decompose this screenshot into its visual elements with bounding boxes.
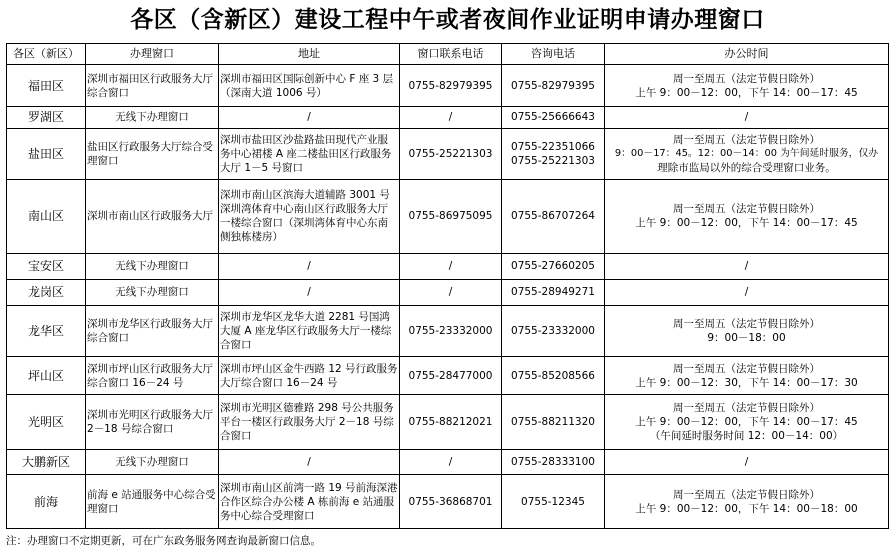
consult-phone-cell: 0755-12345 xyxy=(502,475,605,529)
consult-phone-cell: 0755-85208566 xyxy=(502,357,605,394)
hours-cell xyxy=(605,179,889,253)
window-cell: 盐田区行政服务大厅综合受理窗口 xyxy=(86,128,219,179)
hours-cell: / xyxy=(605,253,889,279)
window-cell: 深圳市福田区行政服务大厅综合窗口 xyxy=(86,65,219,107)
hours-cell: / xyxy=(605,450,889,475)
district-cell: 龙岗区 xyxy=(7,279,86,305)
window-cell: 无线下办理窗口 xyxy=(86,450,219,475)
consult-phone-line: 0755-22351066 xyxy=(511,140,595,153)
hours-line: 9：00－17：45。12：00－14：00 为午间延时服务，仅办 xyxy=(614,147,879,159)
address-cell: 深圳市龙华区龙华大道 2281 号国鸿大厦 A 座龙华区行政服务大厅一楼综合窗口 xyxy=(219,306,400,357)
window-cell: 深圳市龙华区行政服务大厅综合窗口 xyxy=(86,306,219,357)
window-phone-cell: 0755-23332000 xyxy=(400,306,502,357)
table-header-row xyxy=(7,44,889,65)
header-window: 办理窗口 xyxy=(86,44,219,65)
hours-line: 周一至周五（法定节假日除外） xyxy=(673,488,820,501)
office-table xyxy=(6,43,889,529)
hours-cell xyxy=(605,394,889,449)
page-title: 各区（含新区）建设工程中午或者夜间作业证明申请办理窗口 xyxy=(130,6,765,33)
table-row xyxy=(7,253,889,279)
table-row xyxy=(7,357,889,394)
header-district: 各区（新区） xyxy=(7,44,86,65)
hours-line: 周一至周五（法定节假日除外） xyxy=(673,318,820,331)
table-row xyxy=(7,306,889,357)
hours-cell xyxy=(605,65,889,107)
window-phone-cell: 0755-36868701 xyxy=(400,475,502,529)
consult-phone-line: 0755-25221303 xyxy=(511,154,595,167)
address-cell: / xyxy=(219,450,400,475)
window-cell: 无线下办理窗口 xyxy=(86,107,219,128)
hours-line: 上午 9：00－12：30，下午 14：00－17：30 xyxy=(635,376,858,389)
window-phone-cell: / xyxy=(400,107,502,128)
consult-phone-cell: 0755-27660205 xyxy=(502,253,605,279)
window-phone-cell: / xyxy=(400,450,502,475)
table-row xyxy=(7,65,889,107)
hours-cell xyxy=(605,128,889,179)
window-cell: 深圳市光明区行政服务大厅 2－18 号综合窗口 xyxy=(86,394,219,449)
consult-phone-cell: 0755-82979395 xyxy=(502,65,605,107)
district-cell: 福田区 xyxy=(7,65,86,107)
window-cell: 无线下办理窗口 xyxy=(86,253,219,279)
table-row xyxy=(7,475,889,529)
hours-cell xyxy=(605,306,889,357)
hours-line: 理除市监局以外的综合受理窗口业务。 xyxy=(657,161,836,174)
header-hours: 办公时间 xyxy=(605,44,889,65)
address-cell: / xyxy=(219,253,400,279)
table-row xyxy=(7,450,889,475)
window-phone-cell: / xyxy=(400,279,502,305)
address-cell: 深圳市福田区国际创新中心 F 座 3 层（深南大道 1006 号） xyxy=(219,65,400,107)
consult-phone-cell: 0755-23332000 xyxy=(502,306,605,357)
hours-line: 周一至周五（法定节假日除外） xyxy=(673,203,820,216)
window-phone-cell: 0755-88212021 xyxy=(400,394,502,449)
window-phone-cell: 0755-82979395 xyxy=(400,65,502,107)
district-cell: 宝安区 xyxy=(7,253,86,279)
hours-cell xyxy=(605,357,889,394)
district-cell: 盐田区 xyxy=(7,128,86,179)
consult-phone-cell: 0755-86707264 xyxy=(502,179,605,253)
address-cell: 深圳市坪山区金牛西路 12 号行政服务大厅综合窗口 16－24 号 xyxy=(219,357,400,394)
address-cell: 深圳市盐田区沙盐路盐田现代产业服务中心裙楼 A 座二楼盐田区行政服务大厅 1－5 号窗口 xyxy=(219,128,400,179)
hours-line: 周一至周五（法定节假日除外） xyxy=(673,402,820,415)
window-cell: 深圳市坪山区行政服务大厅综合窗口 16－24 号 xyxy=(86,357,219,394)
hours-cell: / xyxy=(605,279,889,305)
table-row xyxy=(7,179,889,253)
hours-line: 周一至周五（法定节假日除外） xyxy=(673,72,820,85)
table-row xyxy=(7,128,889,179)
hours-line: 上午 9：00－12：00，下午 14：00－17：45 xyxy=(635,416,858,429)
consult-phone-cell: 0755-28949271 xyxy=(502,279,605,305)
hours-line: 上午 9：00－12：00，下午 14：00－18：00 xyxy=(635,502,858,515)
district-cell: 光明区 xyxy=(7,394,86,449)
district-cell: 龙华区 xyxy=(7,306,86,357)
address-cell: 深圳市南山区滨海大道辅路 3001 号深圳湾体育中心南山区行政服务大厅一楼综合窗口（深圳湾体育中心东南侧独栋楼房） xyxy=(219,179,400,253)
hours-line: 9：00－18：00 xyxy=(707,332,786,345)
table-row xyxy=(7,394,889,449)
address-cell: 深圳市光明区德雅路 298 号公共服务平台一楼区行政服务大厅 2－18 号综合窗口 xyxy=(219,394,400,449)
window-cell: 无线下办理窗口 xyxy=(86,279,219,305)
hours-cell xyxy=(605,475,889,529)
address-cell: 深圳市南山区前湾一路 19 号前海深港合作区综合办公楼 A 栋前海 e 站通服务中心综合受理窗口 xyxy=(219,475,400,529)
header-consult-phone: 咨询电话 xyxy=(502,44,605,65)
window-phone-cell: 0755-28477000 xyxy=(400,357,502,394)
consult-phone-cell: 0755-88211320 xyxy=(502,394,605,449)
consult-phone-cell: 0755-25666643 xyxy=(502,107,605,128)
address-cell: / xyxy=(219,107,400,128)
window-cell: 深圳市南山区行政服务大厅 xyxy=(86,179,219,253)
table-row xyxy=(7,279,889,305)
consult-phone-cell: 0755-28333100 xyxy=(502,450,605,475)
window-phone-cell: / xyxy=(400,253,502,279)
district-cell: 坪山区 xyxy=(7,357,86,394)
hours-line: 周一至周五（法定节假日除外） xyxy=(673,133,820,146)
window-phone-cell: 0755-86975095 xyxy=(400,179,502,253)
window-phone-cell: 0755-25221303 xyxy=(400,128,502,179)
district-cell: 南山区 xyxy=(7,179,86,253)
footnote: 注：办理窗口不定期更新，可在广东政务服务网查询最新窗口信息。 xyxy=(6,535,321,547)
table-row xyxy=(7,107,889,128)
window-cell: 前海 e 站通服务中心综合受理窗口 xyxy=(86,475,219,529)
hours-line: 上午 9：00－12：00，下午 14：00－17：45 xyxy=(635,217,858,230)
district-cell: 前海 xyxy=(7,475,86,529)
header-window-phone: 窗口联系电话 xyxy=(400,44,502,65)
hours-cell: / xyxy=(605,107,889,128)
address-cell: / xyxy=(219,279,400,305)
district-cell: 罗湖区 xyxy=(7,107,86,128)
consult-phone-cell xyxy=(502,128,605,179)
header-address: 地址 xyxy=(219,44,400,65)
hours-line: （午间延时服务时间 12：00－14：00） xyxy=(649,430,844,443)
hours-line: 周一至周五（法定节假日除外） xyxy=(673,362,820,375)
hours-line: 上午 9：00－12：00，下午 14：00－17：45 xyxy=(635,86,858,99)
district-cell: 大鹏新区 xyxy=(7,450,86,475)
